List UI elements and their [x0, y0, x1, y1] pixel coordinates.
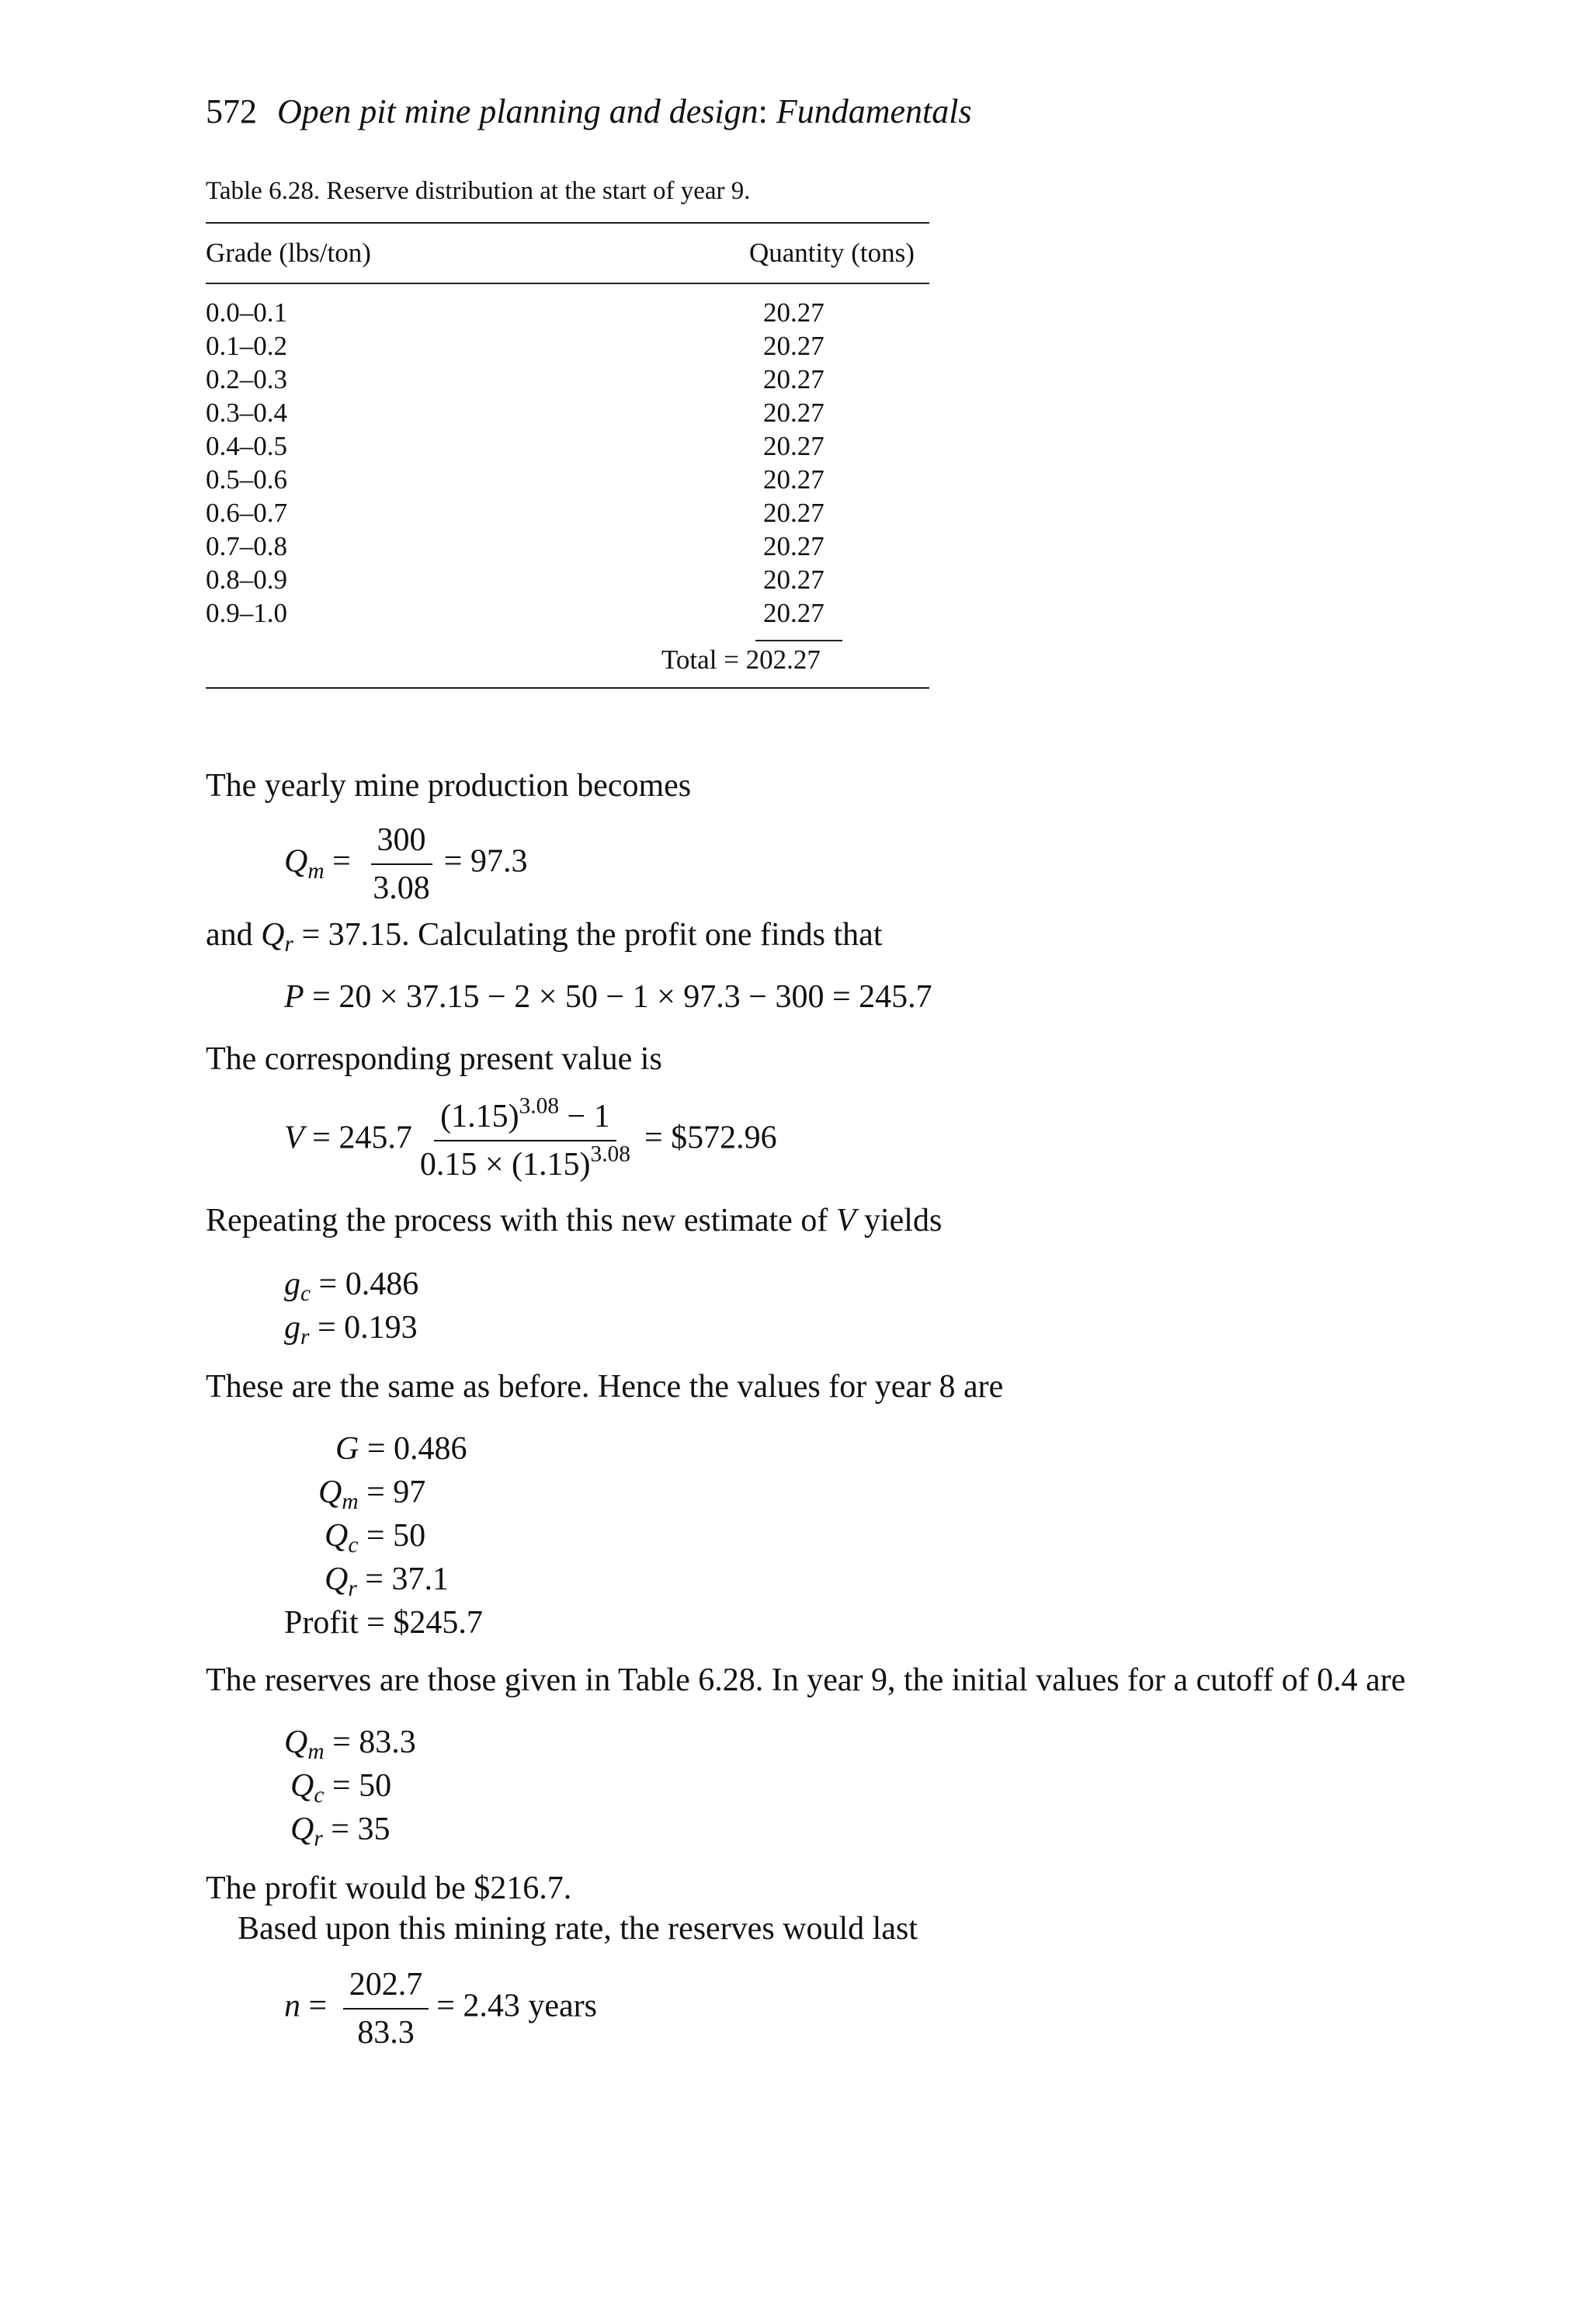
- eq-value: = 97: [358, 1475, 426, 1510]
- equation-qm: [284, 822, 527, 907]
- eq-prefix: = 245.7: [304, 1120, 412, 1156]
- quantity-cell: 20.27: [763, 564, 825, 595]
- eq-label: Profit: [284, 1605, 359, 1641]
- eq-var: V: [284, 1120, 304, 1156]
- table-caption: Table 6.28. Reserve distribution at the start of year 9.: [206, 177, 751, 205]
- eq-var: n: [284, 1988, 300, 2024]
- book-subtitle: Fundamentals: [776, 92, 972, 130]
- exponent: 3.08: [519, 1093, 560, 1119]
- grade-cell: 0.6–0.7: [206, 498, 287, 528]
- equation-reserve-life: [284, 1966, 597, 2051]
- eq-sub: c: [300, 1281, 311, 1307]
- table-top-rule: [206, 222, 929, 224]
- text-run: = 37.15. Calculating the profit one finds that: [293, 917, 883, 953]
- inline-sub: r: [284, 932, 293, 957]
- column-header-grade: Grade (lbs/ton): [206, 238, 371, 268]
- paragraph: These are the same as before. Hence the values for year 8 are: [206, 1369, 1004, 1405]
- paragraph: The profit would be $216.7.: [206, 1871, 572, 1906]
- quantity-cell: 20.27: [763, 431, 825, 461]
- eq-equals: =: [300, 1988, 335, 2024]
- grade-cell: 0.5–0.6: [206, 464, 287, 495]
- denominator: 83.3: [357, 2015, 415, 2051]
- equation-y8-profit: [284, 1604, 483, 1641]
- fraction: [366, 822, 436, 907]
- eq-var: Q: [284, 843, 308, 880]
- eq-var: Q: [290, 1768, 314, 1804]
- grade-cell: 0.2–0.3: [206, 364, 287, 394]
- equation-gr: [284, 1309, 418, 1350]
- eq-var: Q: [290, 1812, 314, 1847]
- text-run: yields: [856, 1203, 943, 1238]
- total-row: [661, 644, 821, 676]
- eq-value: = $245.7: [358, 1605, 483, 1641]
- eq-sub: m: [307, 1739, 325, 1765]
- eq-value: = 0.193: [309, 1310, 418, 1346]
- eq-var: Q: [325, 1518, 349, 1554]
- quantity-cell: 20.27: [763, 364, 825, 394]
- eq-sub: c: [348, 1533, 359, 1558]
- eq-var: Q: [284, 1725, 308, 1760]
- equation-y9-qc: [290, 1767, 392, 1808]
- equation-gc: [284, 1266, 419, 1307]
- grade-cell: 0.1–0.2: [206, 331, 287, 361]
- eq-sub: r: [300, 1325, 310, 1350]
- text-run: − 1: [559, 1099, 610, 1134]
- text-run: (1.15): [440, 1099, 519, 1134]
- equation-y9-qr: [290, 1811, 391, 1852]
- title-separator: :: [758, 92, 776, 130]
- eq-sub: r: [348, 1576, 357, 1602]
- grade-cell: 0.0–0.1: [206, 297, 287, 328]
- grade-cell: 0.9–1.0: [206, 598, 287, 628]
- equation-y8-qr: [325, 1561, 449, 1602]
- eq-var: G: [335, 1431, 359, 1467]
- quantity-cell: 20.27: [763, 531, 825, 561]
- table-header-rule: [206, 283, 929, 284]
- exponent: 3.08: [590, 1141, 630, 1167]
- paragraph: Based upon this mining rate, the reserves would last: [238, 1911, 918, 1947]
- eq-value: = 37.1: [356, 1561, 449, 1597]
- quantity-cell: 20.27: [763, 464, 825, 495]
- quantity-cell: 20.27: [763, 297, 825, 328]
- grade-cell: 0.8–0.9: [206, 564, 287, 595]
- equation-y8-g: [335, 1430, 467, 1468]
- text-run: Repeating the process with this new estimate of: [206, 1203, 836, 1238]
- quantity-cell: 20.27: [763, 331, 825, 361]
- paragraph: [206, 916, 883, 957]
- paragraph: The yearly mine production becomes: [206, 768, 692, 804]
- denominator: [414, 1141, 637, 1183]
- eq-result: = $572.96: [644, 1120, 777, 1156]
- quantity-cell: 20.27: [763, 498, 825, 528]
- column-header-quantity: Quantity (tons): [749, 238, 915, 268]
- eq-equals: =: [324, 843, 359, 880]
- quantity-cell: 20.27: [763, 598, 825, 628]
- denominator: 3.08: [373, 870, 430, 906]
- eq-var: P: [284, 979, 304, 1015]
- paragraph: [206, 1202, 942, 1239]
- eq-value: = 0.486: [359, 1431, 467, 1467]
- equation-present-value: [284, 1093, 777, 1183]
- total-sum-line: [755, 640, 842, 641]
- fraction: [343, 1966, 429, 2051]
- table-bottom-rule: [206, 687, 929, 689]
- eq-var: Q: [318, 1475, 342, 1510]
- eq-sub: c: [314, 1783, 325, 1808]
- paragraph: The reserves are those given in Table 6.28. In year 9, the initial values for a cutoff of 0.4 are: [206, 1662, 1406, 1698]
- inline-var: V: [835, 1203, 856, 1238]
- running-header: [206, 92, 972, 131]
- numerator: 202.7: [343, 1966, 429, 2010]
- equation-y8-qm: [318, 1474, 426, 1515]
- eq-expression: = 20 × 37.15 − 2 × 50 − 1 × 97.3 − 300 = 245.7: [304, 979, 932, 1015]
- book-title: Open pit mine planning and design: [277, 92, 759, 130]
- equation-y8-qc: [325, 1517, 426, 1558]
- text-run: 0.15 × (1.15): [419, 1147, 591, 1183]
- grade-cell: 0.4–0.5: [206, 431, 287, 461]
- page-number: 572: [206, 92, 257, 130]
- eq-result: = 2.43 years: [436, 1988, 597, 2024]
- eq-result: = 97.3: [443, 843, 528, 880]
- equation-y9-qm: [284, 1724, 416, 1765]
- eq-var: g: [284, 1310, 300, 1346]
- eq-value: = 0.486: [311, 1266, 419, 1302]
- inline-var: Q: [261, 917, 285, 953]
- eq-sub: r: [314, 1826, 323, 1852]
- text-run: and: [206, 917, 262, 953]
- eq-value: = 83.3: [324, 1725, 416, 1760]
- eq-sub: m: [307, 858, 325, 884]
- eq-value: = 35: [322, 1812, 391, 1847]
- eq-var: g: [284, 1266, 300, 1302]
- grade-cell: 0.7–0.8: [206, 531, 287, 561]
- quantity-cell: 20.27: [763, 398, 825, 428]
- paragraph: The corresponding present value is: [206, 1041, 662, 1077]
- grade-cell: 0.3–0.4: [206, 398, 287, 428]
- eq-value: = 50: [358, 1518, 426, 1554]
- numerator: 300: [371, 822, 432, 865]
- eq-value: = 50: [324, 1768, 392, 1804]
- equation-profit: [284, 978, 932, 1016]
- eq-sub: m: [342, 1489, 359, 1515]
- total-value: 202.27: [745, 644, 821, 675]
- total-label: Total =: [661, 644, 746, 675]
- eq-var: Q: [325, 1561, 349, 1597]
- numerator: [434, 1093, 616, 1141]
- fraction: [414, 1093, 637, 1183]
